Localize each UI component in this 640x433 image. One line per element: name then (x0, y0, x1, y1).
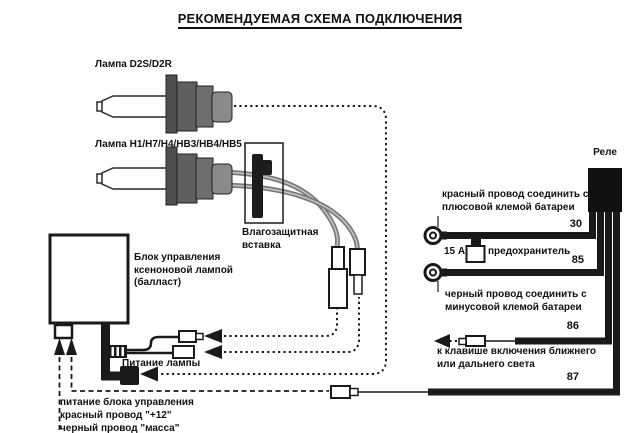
terminal-87-label: 87 (566, 371, 579, 383)
page-title: РЕКОМЕНДУЕМАЯ СХЕМА ПОДКЛЮЧЕНИЯ (0, 13, 640, 26)
h-lamp-plugs (329, 247, 365, 308)
lamp-power-plug (173, 346, 194, 358)
lamp-power-label: Питание лампы (122, 358, 201, 369)
fuse-icon (467, 238, 485, 262)
red-wire-note: красный провод соединить с плюсовой клемой батареи (442, 189, 589, 213)
ballast-power-note-line3: черный провод "масса" (60, 423, 180, 433)
fuse-label: предохранитель (488, 246, 571, 257)
arrow-up-icon (66, 338, 77, 355)
fuse-rating-label: 15 А (444, 246, 466, 257)
relay-label: Реле (593, 147, 617, 158)
lamp-power-plug (179, 331, 196, 342)
switch-note: к клавише включения ближнего или дальнего света (437, 346, 597, 370)
terminal-85-label: 85 (571, 254, 584, 266)
moisture-insert-label: Влагозащитная вставка (242, 227, 319, 251)
h-lamp-figure (97, 147, 232, 205)
ballast-power-note-line2: красный провод "+12" (60, 410, 172, 421)
black-wire-note: черный провод соединить с минусовой клемой батареи (445, 289, 587, 313)
d2s-lamp-figure (97, 75, 232, 133)
ring-terminal-negative (425, 265, 441, 293)
arrow-left-icon (204, 329, 222, 343)
terminal-30-label: 30 (569, 218, 582, 230)
d2s-lamp-label: Лампа D2S/D2R (95, 59, 172, 70)
moisture-insert-figure (245, 143, 283, 223)
ballast-power-note (60, 396, 194, 433)
arrow-left-icon (204, 345, 222, 359)
arrow-up-icon (54, 338, 65, 355)
ballast-power-note-line1: питание блока управления (60, 397, 194, 408)
ring-terminal-positive (425, 216, 441, 244)
ballast-label: Блок управления ксеноновой лампой (балласт) (134, 252, 233, 288)
ballast-box (50, 235, 128, 338)
supply-lead-87 (331, 386, 430, 398)
terminal-86-label: 86 (566, 320, 579, 332)
h-lamp-label: Лампа H1/H7/H4/HB3/HB4/HB5 (95, 139, 242, 150)
